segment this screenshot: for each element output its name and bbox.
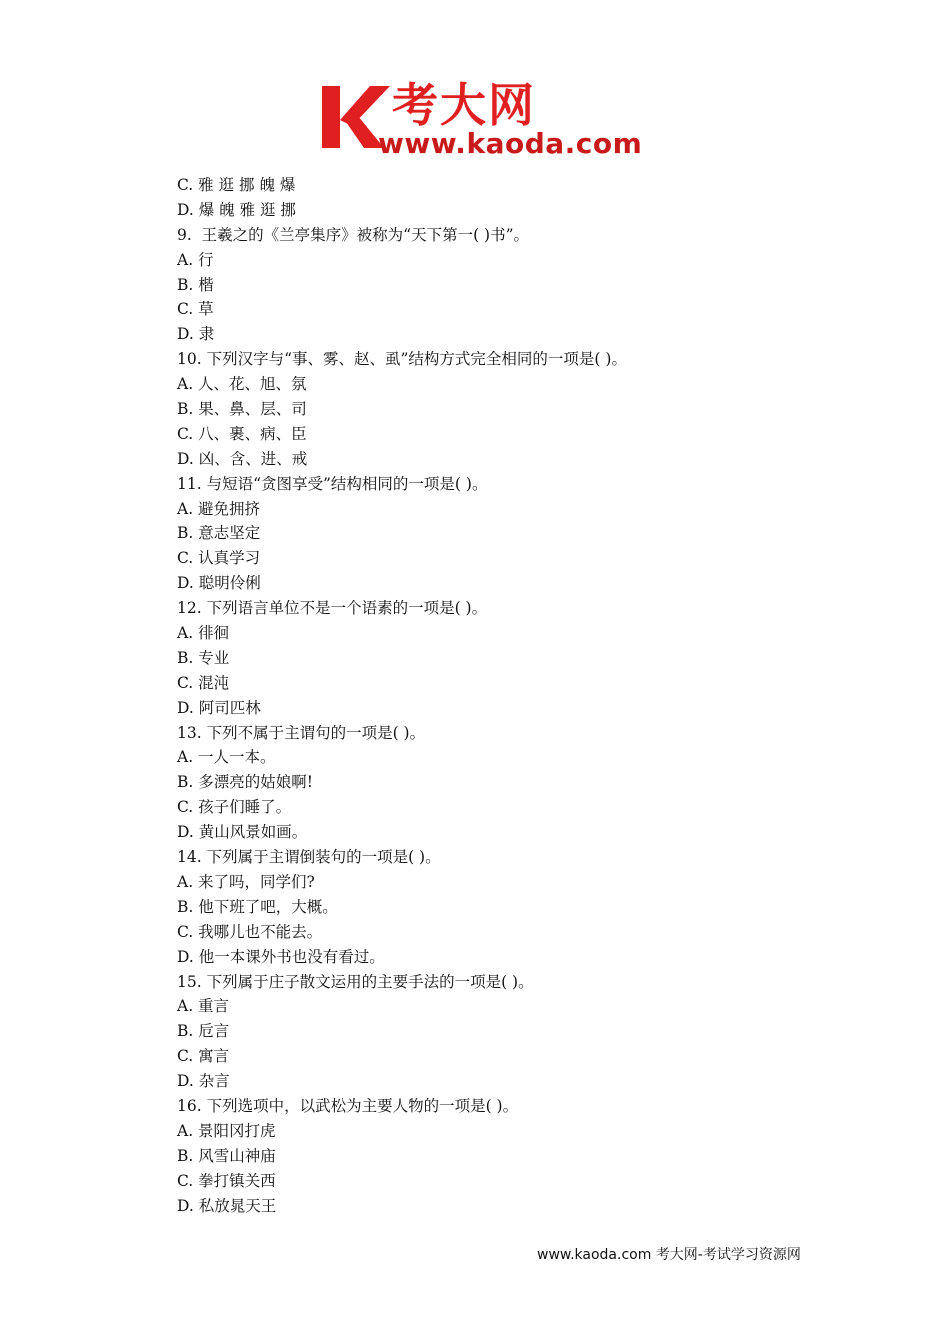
option-line: C. 拳打镇关西	[177, 1171, 276, 1190]
question-line: 14. 下列属于主谓倒装句的一项是( )。	[177, 848, 441, 867]
question-line: 15. 下列属于庄子散文运用的主要手法的一项是( )。	[177, 972, 534, 991]
option-line: A. 避免拥挤	[177, 499, 261, 518]
option-line: A. 行	[177, 250, 214, 269]
option-line: C. 孩子们睡了。	[177, 798, 292, 817]
option-line: B. 风雪山神庙	[177, 1146, 276, 1165]
site-logo	[318, 78, 643, 162]
option-line: D. 杂言	[177, 1072, 230, 1091]
option-line: D. 隶	[177, 325, 215, 344]
question-line: 10. 下列汉字与“事、雾、赵、虱”结构方式完全相同的一项是( )。	[177, 350, 627, 369]
option-line: C. 认真学习	[177, 549, 261, 568]
option-line: C. 草	[177, 300, 214, 319]
option-line: C. 混沌	[177, 673, 230, 692]
option-line: C. 雅 逛 挪 魄 爆	[177, 176, 296, 194]
option-line: D. 他一本课外书也没有看过。	[177, 947, 385, 966]
question-line: 13. 下列不属于主谓句的一项是( )。	[177, 723, 426, 742]
option-line: C. 我哪儿也不能去。	[177, 922, 323, 941]
option-line: B. 果、鼻、层、司	[177, 400, 307, 419]
option-line: D. 爆 魄 雅 逛 挪	[177, 200, 296, 219]
option-line: B. 卮言	[177, 1022, 230, 1041]
option-line: B. 多漂亮的姑娘啊!	[177, 773, 313, 792]
option-line: A. 人、花、旭、氛	[177, 375, 307, 394]
page-footer: www.kaoda.com 考大网-考试学习资源网	[537, 1247, 801, 1263]
option-line: D. 阿司匹林	[177, 698, 261, 717]
question-line: 11. 与短语“贪图享受”结构相同的一项是( )。	[177, 474, 488, 493]
logo-title: 考大网	[392, 78, 536, 132]
option-line: A. 一人一本。	[177, 748, 276, 767]
question-line: 9. 王羲之的《兰亭集序》被称为“天下第一( )书”。	[177, 225, 530, 244]
option-line: B. 他下班了吧，大概。	[177, 897, 338, 916]
option-line: D. 凶、含、进、戒	[177, 449, 308, 468]
option-line: D. 黄山风景如画。	[177, 823, 308, 842]
option-line: A. 重言	[177, 997, 230, 1016]
question-list	[177, 173, 877, 1218]
option-line: D. 私放晁天王	[177, 1196, 277, 1215]
option-line: B. 专业	[177, 648, 230, 667]
option-line: C. 寓言	[177, 1047, 230, 1066]
option-line: C. 八、裹、病、臣	[177, 424, 307, 443]
question-line: 16. 下列选项中，以武松为主要人物的一项是( )。	[177, 1096, 519, 1115]
option-line: A. 景阳冈打虎	[177, 1121, 276, 1140]
option-line: B. 楷	[177, 275, 214, 294]
option-line: A. 徘徊	[177, 624, 230, 643]
option-line: A. 来了吗，同学们?	[177, 872, 315, 891]
option-line: D. 聪明伶俐	[177, 574, 261, 593]
option-line: B. 意志坚定	[177, 524, 261, 543]
logo-url: www.kaoda.com	[378, 127, 643, 160]
question-line: 12. 下列语言单位不是一个语素的一项是( )。	[177, 599, 488, 618]
